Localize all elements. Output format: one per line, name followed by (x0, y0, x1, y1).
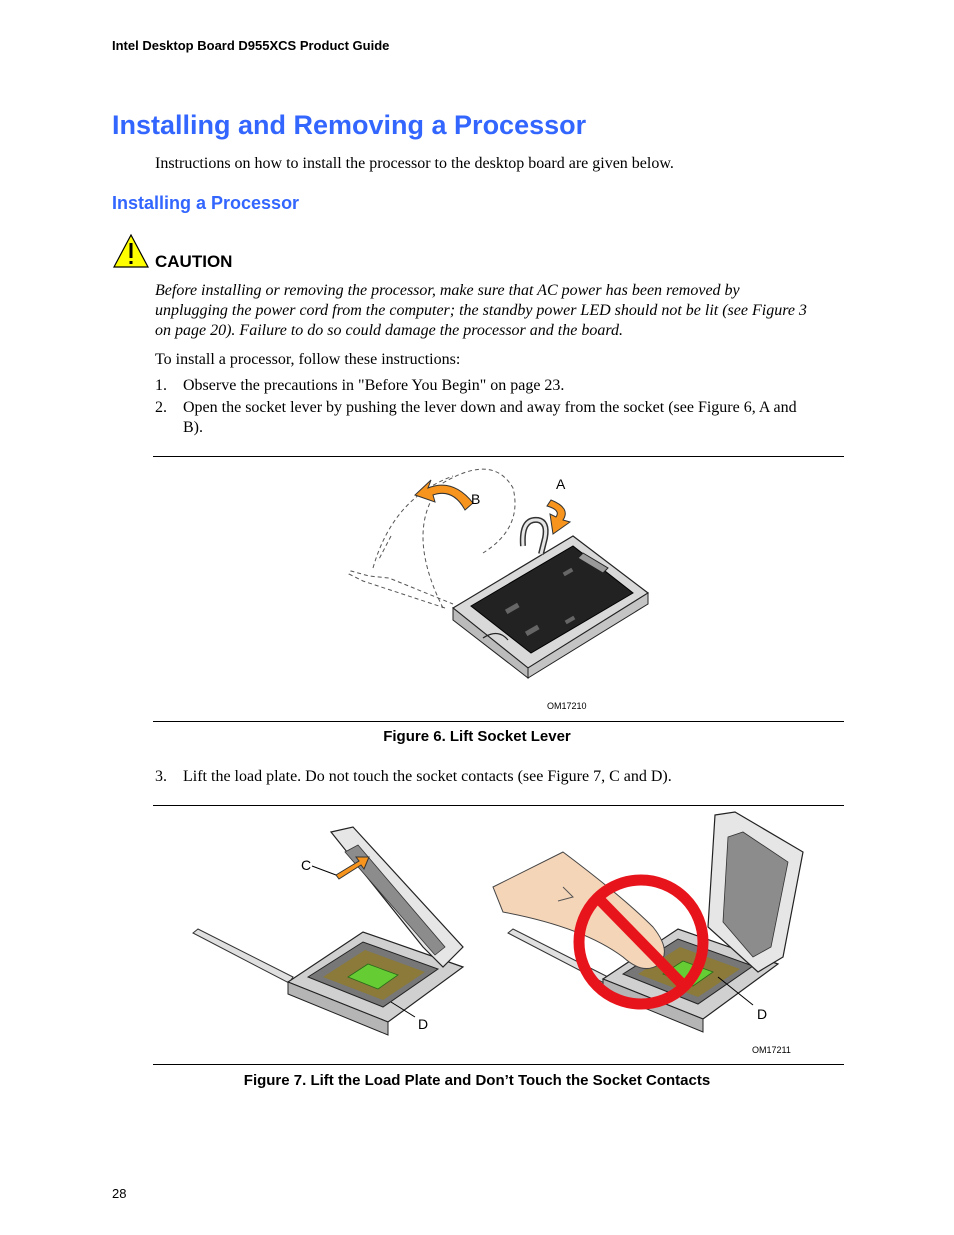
figure-6-top-rule (153, 456, 844, 457)
step-2 (155, 398, 815, 438)
figure-7-label-d-left: D (418, 1016, 429, 1032)
socket-open-right (493, 812, 803, 1032)
section-title: Installing and Removing a Processor (112, 110, 587, 140)
caution-title: CAUTION (155, 252, 233, 271)
step-text: Observe the precautions in "Before You Begin" on page 23. (183, 377, 565, 394)
figure-7-label-c: C (301, 857, 312, 873)
figure-6-label-b: B (471, 491, 481, 507)
figure-7-caption: Figure 7. Lift the Load Plate and Don’t Touch the Socket Contacts (243, 1072, 711, 1089)
subsection-title: Installing a Processor (112, 193, 300, 213)
figure-6-label-a: A (556, 476, 566, 492)
step-number: 3. (155, 768, 167, 785)
page-number: 28 (112, 1186, 127, 1201)
figure-6-bottom-rule (153, 721, 844, 722)
figure-7-bottom-rule (153, 1064, 844, 1065)
figure-7-top-rule (153, 805, 844, 806)
section-intro: Instructions on how to install the processor to the desktop board are given below. (155, 155, 674, 172)
step-1 (155, 376, 815, 396)
step-number: 2. (155, 399, 167, 416)
figure-7-label-d-right: D (757, 1006, 768, 1022)
step-text: Open the socket lever by pushing the lever down and away from the socket (see Figure 6, A and B). (183, 399, 797, 436)
instructions-intro: To install a processor, follow these instructions: (155, 351, 461, 368)
figure-7-id: OM17211 (752, 1045, 791, 1055)
step-text: Lift the load plate. Do not touch the socket contacts (see Figure 7, C and D). (183, 768, 672, 785)
running-header: Intel Desktop Board D955XCS Product Guide (112, 38, 390, 53)
figure-6-illustration (153, 458, 844, 720)
figure-6-caption: Figure 6. Lift Socket Lever (383, 728, 571, 745)
step-number: 1. (155, 377, 167, 394)
figure-7-illustration (153, 807, 844, 1064)
step-3 (155, 767, 815, 787)
caution-text: Before installing or removing the processor, make sure that AC power has been removed by unplugging the power cord from the computer; the standby power LED should not be lit (see Figure 3 on page 20). Failure to do so could damage the processor and the board. (155, 282, 807, 339)
figure-6-id: OM17210 (547, 701, 587, 711)
caution-icon (112, 233, 150, 269)
socket-open-left (193, 827, 463, 1035)
